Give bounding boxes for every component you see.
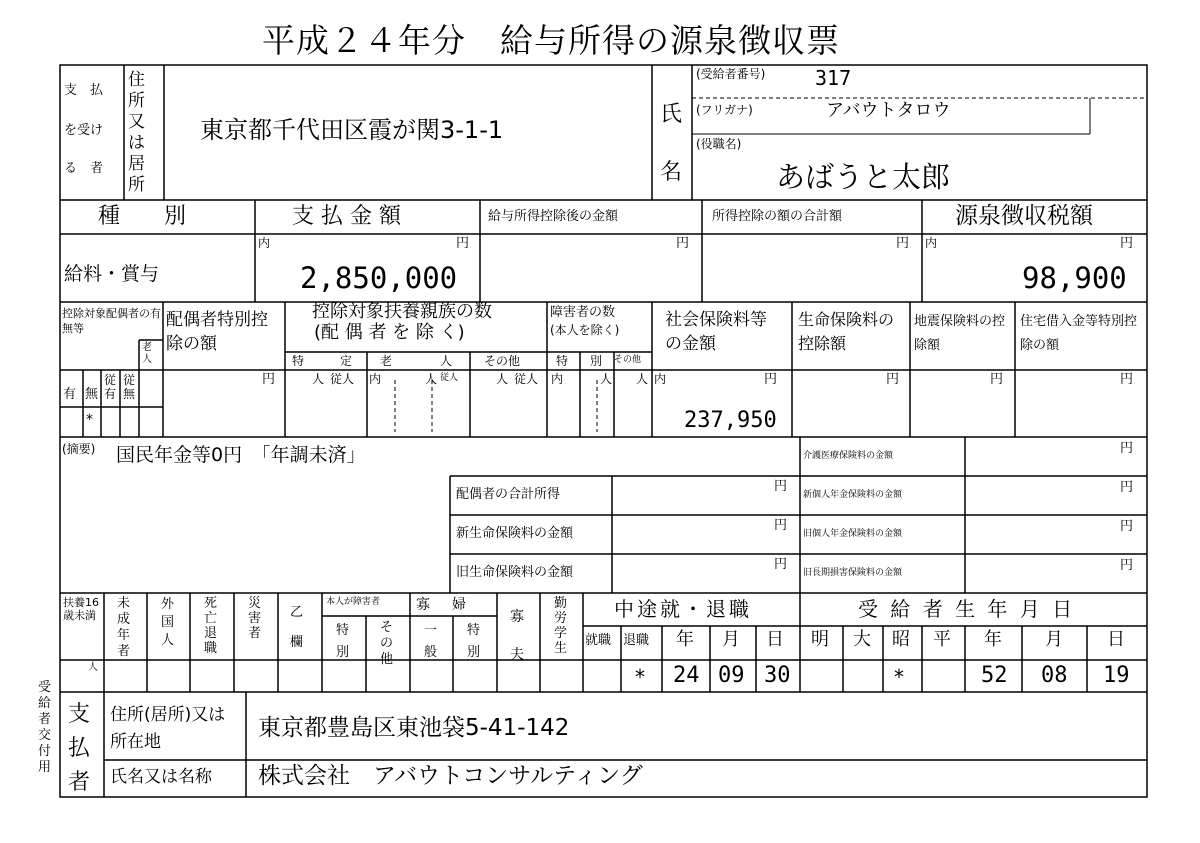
payer-label: 支払者 xyxy=(68,702,91,795)
payee-name: あばうと太郎 xyxy=(776,160,951,194)
copy-type-label: 受給者交付用 xyxy=(38,680,52,775)
birth-col-year: 年 xyxy=(984,629,1002,650)
care-insurance-label: 介護医療保険料の金額 xyxy=(803,451,894,461)
dep-col-special-2: 定 xyxy=(340,354,353,368)
earthquake-header: 地震保険料の控除額 xyxy=(914,314,1006,353)
after-deduction-yen: 円 xyxy=(676,236,690,251)
withholding-header: 源泉徴収税額 xyxy=(955,203,1093,229)
dep-col-old-2: 人 xyxy=(440,354,453,368)
dependents-subheader: (配 偶 者 を 除 く) xyxy=(314,322,465,343)
dep-old-unit: 人 xyxy=(425,372,438,386)
payee-label-line3: る 者 xyxy=(64,161,104,176)
dep-col-other: その他 xyxy=(484,354,521,368)
spouse-special-header: 配偶者特別控除の額 xyxy=(166,310,268,354)
midway-year: 24 xyxy=(673,663,700,688)
disabled-col-special-1: 特 xyxy=(556,354,569,368)
payment-yen: 円 xyxy=(456,236,470,251)
withholding-yen: 円 xyxy=(1120,236,1134,251)
spouse-flag-header: 控除対象配偶者の有無等 xyxy=(62,307,161,335)
foreigner-header: 外国人 xyxy=(161,597,175,648)
life-insurance-yen: 円 xyxy=(886,372,900,387)
summary-text: 国民年金等0円 「年調未済」 xyxy=(116,444,366,466)
payee-label-line2: を受け xyxy=(64,123,104,138)
payee-label-line1: 支 払 xyxy=(64,83,104,98)
birth-col-month: 月 xyxy=(1045,629,1063,650)
disabled-subheader: (本人を除く) xyxy=(550,323,620,337)
care-insurance-yen: 円 xyxy=(1120,441,1134,456)
flag-yes: 有 xyxy=(63,387,77,402)
payer-name: 株式会社 アバウトコンサルティング xyxy=(258,763,643,789)
social-insurance-uchi: 内 xyxy=(654,372,667,386)
spouse-flag-mark: * xyxy=(86,412,93,428)
birth-col-taisho: 大 xyxy=(853,629,871,650)
old-life-insurance-label: 旧生命保険料の金額 xyxy=(456,565,574,580)
dep-col-special-1: 特 xyxy=(292,354,305,368)
new-life-insurance-label: 新生命保険料の金額 xyxy=(456,526,574,541)
recipient-number: 317 xyxy=(815,66,852,90)
working-student-header: 勤労学生 xyxy=(554,596,568,656)
dep-old-cohabit-unit: 従人 xyxy=(440,373,459,383)
new-pension-label: 新個人年金保険料の金額 xyxy=(803,490,903,500)
social-insurance-amount: 237,950 xyxy=(684,408,777,433)
self-disabled-other: その他 xyxy=(380,620,394,667)
payment-header: 支 払 金 額 xyxy=(292,204,401,229)
death-retire-header: 死亡退職 xyxy=(204,596,218,656)
flag-dep-no: 従無 xyxy=(123,373,136,401)
birth-month: 08 xyxy=(1041,663,1068,688)
birth-day: 19 xyxy=(1103,663,1130,688)
spouse-income-label: 配偶者の合計所得 xyxy=(456,487,561,502)
payee-name-label: 氏名 xyxy=(660,102,683,185)
disabled-col-special-2: 別 xyxy=(590,354,603,368)
disaster-header: 災害者 xyxy=(248,596,262,641)
dep-special-cohabit-unit: 従人 xyxy=(330,372,355,386)
housing-loan-header: 住宅借入金等特別控除の額 xyxy=(1020,314,1138,353)
birth-col-day: 日 xyxy=(1107,629,1125,650)
disabled-col-other: その他 xyxy=(614,355,642,365)
kind-value: 給料・賞与 xyxy=(64,263,160,285)
midway-day: 30 xyxy=(764,663,791,688)
flag-no: 無 xyxy=(85,387,99,402)
old-longterm-yen: 円 xyxy=(1120,558,1134,573)
old-pension-label: 旧個人年金保険料の金額 xyxy=(803,529,903,539)
birth-header: 受 給 者 生 年 月 日 xyxy=(858,597,1076,621)
midway-col-month: 月 xyxy=(722,629,740,650)
birth-year: 52 xyxy=(981,663,1008,688)
birth-col-heisei: 平 xyxy=(933,629,951,650)
payee-address-label: 住所又は居所 xyxy=(128,70,145,195)
self-disabled-special: 特別 xyxy=(336,623,350,660)
after-deduction-header: 給与所得控除後の金額 xyxy=(488,209,619,224)
birth-col-showa: 昭 xyxy=(892,629,910,650)
housing-loan-yen: 円 xyxy=(1120,372,1134,387)
midway-col-year: 年 xyxy=(676,629,694,650)
payment-amount: 2,850,000 xyxy=(300,261,458,295)
dep-under16-header: 扶養16歳未満 xyxy=(63,596,99,622)
withholding-uchi: 内 xyxy=(925,236,938,250)
spouse-special-yen: 円 xyxy=(262,372,276,387)
payee-address: 東京都千代田区霞が関3-1-1 xyxy=(200,116,504,144)
job-title-label: (役職名) xyxy=(696,137,742,151)
birth-col-meiji: 明 xyxy=(811,629,829,650)
midway-month: 09 xyxy=(718,663,745,688)
dep-col-old-1: 老 xyxy=(380,354,393,368)
minor-header: 未成年者 xyxy=(117,596,131,659)
deduction-total-header: 所得控除の額の合計額 xyxy=(712,209,843,224)
new-life-insurance-yen: 円 xyxy=(774,518,788,533)
payer-address: 東京都豊島区東池袋5-41-142 xyxy=(258,715,570,741)
earthquake-yen: 円 xyxy=(990,372,1004,387)
furigana: アバウトタロウ xyxy=(826,100,951,121)
social-insurance-header: 社会保険料等の金額 xyxy=(665,310,767,354)
new-pension-yen: 円 xyxy=(1120,480,1134,495)
form-title: 平成２４年分 給与所得の源泉徴収票 xyxy=(262,21,840,60)
life-insurance-header: 生命保険料の控除額 xyxy=(798,310,895,353)
disabled-header: 障害者の数 xyxy=(550,305,616,320)
disabled-special-unit: 人 xyxy=(600,372,613,386)
dep-under16-unit: 人 xyxy=(88,662,98,673)
dep-special-unit: 人 xyxy=(312,372,325,386)
old-life-insurance-yen: 円 xyxy=(774,557,788,572)
spouse-income-yen: 円 xyxy=(774,479,788,494)
midway-mark: * xyxy=(635,665,645,689)
midway-col-day: 日 xyxy=(766,629,784,650)
widow-special: 特別 xyxy=(467,623,481,660)
flag-dep-yes: 従有 xyxy=(104,373,117,401)
dependents-header: 控除対象扶養親族の数 xyxy=(312,301,492,322)
old-longterm-label: 旧長期損害保険料の金額 xyxy=(803,568,903,578)
old-pension-yen: 円 xyxy=(1120,519,1134,534)
widow-header: 寡婦 xyxy=(416,597,488,613)
payment-uchi: 内 xyxy=(258,236,271,250)
kind-header: 種 別 xyxy=(98,204,187,229)
midway-col-join: 就職 xyxy=(585,633,612,648)
birth-era-mark: * xyxy=(894,665,904,689)
deduction-total-yen: 円 xyxy=(896,236,910,251)
dep-old-uchi: 内 xyxy=(369,372,382,386)
dep-other-cohabit-unit: 従人 xyxy=(514,372,539,386)
dep-other-unit: 人 xyxy=(496,372,509,386)
midway-col-leave: 退職 xyxy=(623,633,650,648)
disabled-uchi: 内 xyxy=(551,372,564,386)
summary-label: (摘要) xyxy=(62,442,96,456)
widow-general: 一般 xyxy=(424,623,438,660)
social-insurance-yen: 円 xyxy=(764,372,778,387)
otsu-column-header: 乙欄 xyxy=(290,605,304,650)
furigana-label: (フリガナ) xyxy=(696,103,753,117)
payer-address-label: 住所(居所)又は所在地 xyxy=(110,705,226,752)
widower-header: 寡夫 xyxy=(510,609,524,663)
spouse-old-header: 老人 xyxy=(142,342,152,365)
self-disabled-header: 本人が障害者 xyxy=(326,597,381,607)
payer-name-label: 氏名又は名称 xyxy=(110,767,212,787)
midway-header: 中途就・退職 xyxy=(614,597,752,621)
withholding-amount: 98,900 xyxy=(1022,261,1127,295)
disabled-other-unit: 人 xyxy=(636,372,649,386)
recipient-number-label: (受給者番号) xyxy=(696,67,766,81)
